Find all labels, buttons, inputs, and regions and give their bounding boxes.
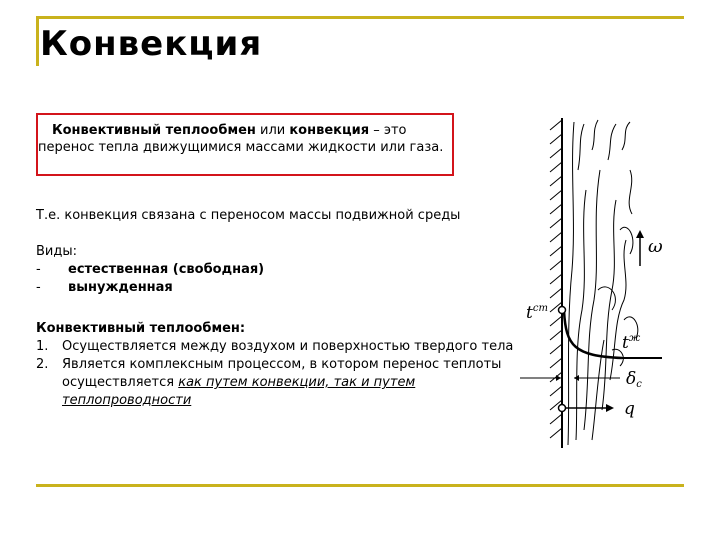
convective-item <box>36 356 516 410</box>
definition-or: или <box>255 123 290 138</box>
kind-item <box>36 261 264 279</box>
convective-section <box>36 320 516 410</box>
item-text: Является комплексным процессом, в котором перенос теплоты осуществляется <box>62 357 502 390</box>
velocity-arrowhead <box>636 230 644 238</box>
convection-diagram <box>512 110 682 460</box>
item-text-wrap <box>62 356 516 410</box>
left-rule <box>36 16 39 66</box>
explanation-line: Т.е. конвекция связана с переносом массы подвижной среды <box>36 208 461 223</box>
velocity-label: ω <box>648 236 663 257</box>
kinds-list <box>36 243 264 297</box>
item-number: 1. <box>36 339 49 354</box>
definition-term2: конвекция <box>289 123 370 138</box>
kind-text: естественная (свободная) <box>68 262 265 277</box>
definition-rest: – это перенос тепла движущимися массами жидкости или газа. <box>38 123 444 155</box>
wall-temperature-point <box>559 307 566 314</box>
bottom-rule <box>36 484 684 487</box>
item-text: Осуществляется между воздухом и поверхностью твердого тела <box>62 339 514 354</box>
definition-term: Конвективный теплообмен <box>52 123 256 138</box>
heat-flux-label: q <box>624 399 635 419</box>
kind-dash: - <box>36 280 41 295</box>
definition-box <box>36 113 454 176</box>
kind-item <box>36 279 264 297</box>
kind-dash: - <box>36 262 41 277</box>
kinds-heading: Виды: <box>36 244 77 259</box>
item-number: 2. <box>36 357 49 372</box>
wall-temperature-label: $t^{ст}$ <box>526 303 548 323</box>
convective-item <box>36 338 516 356</box>
fluid-temperature-label: $t^ж$ <box>622 333 641 353</box>
flow-lines <box>568 120 638 445</box>
heat-flux-arrowhead <box>606 404 614 412</box>
heat-flux-origin <box>559 405 566 412</box>
slide-title: Конвекция <box>40 24 263 64</box>
top-rule <box>36 16 684 19</box>
kind-text: вынужденная <box>68 280 173 295</box>
temperature-curve <box>564 311 622 358</box>
delta-label: δс <box>626 369 642 390</box>
item-emphasis: как путем конвекции, так и путем теплопроводности <box>62 375 416 408</box>
convective-heading: Конвективный теплообмен: <box>36 321 246 336</box>
